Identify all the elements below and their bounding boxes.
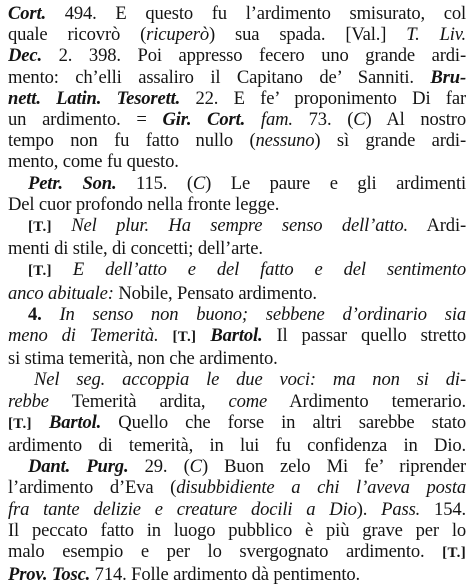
text-run: ) Le paure e gli ardimenti <box>205 172 466 194</box>
text-line <box>8 456 466 477</box>
text-line <box>8 194 466 215</box>
text-line <box>8 369 466 390</box>
italic-run: ricuperò <box>146 24 209 46</box>
entry-text <box>8 3 466 585</box>
text-run: ) Al nostro <box>365 109 466 131</box>
text-line <box>8 67 466 88</box>
text-run: Ardi- <box>408 215 466 237</box>
italic-run: disubbidiente a chi l’aveva posta <box>176 477 466 499</box>
text-run: menti di stile, di concetti; dell’arte. <box>8 238 263 260</box>
text-line <box>8 477 466 498</box>
italic-run: come <box>228 390 268 412</box>
text-line <box>8 499 466 520</box>
citation-run: Dec. <box>8 45 42 67</box>
citation-run: Gir. Cort. <box>162 109 246 131</box>
text-run: quale ricovrò ( <box>8 24 147 46</box>
text-run: ) Buon zelo Mi fe’ riprender <box>201 456 466 478</box>
text-line <box>8 130 466 151</box>
text-run: 2. 398. Poi appresso fecero uno grande ardi- <box>41 45 466 67</box>
italic-run: meno di Temerità. <box>8 325 159 347</box>
text-line <box>8 215 466 238</box>
text-line <box>8 435 466 456</box>
tommaseo-mark: [T.] <box>442 545 466 562</box>
bold-run: 4. <box>28 303 42 325</box>
text-run: 73. ( <box>292 109 354 131</box>
text-line <box>8 304 466 325</box>
text-line <box>8 391 466 412</box>
italic-run: C <box>189 456 202 478</box>
italic-run: C <box>192 172 206 194</box>
italic-run: E dell’atto e del fatto e del sentimento <box>51 259 466 281</box>
text-run: 494. E questo fu l’ardimento smisurato, col <box>46 3 466 24</box>
text-run: Ardimento temerario. <box>267 390 466 412</box>
italic-run: T. Liv. <box>406 24 466 46</box>
text-run <box>159 325 173 346</box>
citation-run: Bartol. <box>210 325 263 347</box>
citation-run: nett. Latin. Tesorett. <box>8 87 181 109</box>
text-run: mento: ch’elli assaliro il Capitano de’ Sanniti. <box>8 66 431 88</box>
italic-run: fra tante delizie e creature docili a Dio <box>8 498 357 520</box>
citation-run: Prov. Tosc. <box>8 564 91 585</box>
citation-run: Dant. Purg. <box>28 456 129 478</box>
text-run: 29. ( <box>128 456 190 478</box>
text-line <box>8 564 466 585</box>
italic-run: fam. <box>260 109 293 131</box>
text-run: Del cuor profondo nella fronte legge. <box>8 193 280 215</box>
text-run: l’ardimento d’Eva ( <box>8 477 177 499</box>
text-run: tempo non fu fatto nullo ( <box>8 130 256 152</box>
text-run: malo esempio e per lo svergognato ardimento. <box>8 541 443 563</box>
text-line <box>8 24 466 45</box>
text-run <box>196 325 210 346</box>
text-run: Il passar quello stretto <box>262 325 466 347</box>
tommaseo-mark: [T.] <box>28 219 52 236</box>
text-run: mento, come fu questo. <box>8 151 179 173</box>
text-line <box>8 541 466 564</box>
text-line <box>8 173 466 194</box>
text-run: 154. <box>420 498 466 520</box>
text-line <box>8 238 466 259</box>
text-run: Temerità ardita, <box>48 390 229 412</box>
text-line <box>8 520 466 541</box>
tommaseo-mark: [T.] <box>8 415 32 432</box>
text-run: ardimento di temerità, in lui fu confidenza in Dio. <box>8 435 466 457</box>
citation-run: Bru- <box>430 66 466 88</box>
text-line <box>8 3 466 24</box>
text-run <box>32 412 49 433</box>
text-run: 714. Folle ardimento dà pentimento. <box>90 564 361 585</box>
text-run: si stima temerità, non che ardimento. <box>8 348 278 370</box>
tommaseo-mark: [T.] <box>28 263 52 280</box>
text-line <box>8 283 466 304</box>
text-run <box>245 109 261 130</box>
text-run: un ardimento. = <box>8 109 163 131</box>
text-run: 22. E fe’ proponimento Di far <box>180 87 466 109</box>
italic-run: Nel plur. Ha sempre senso dell’atto. <box>51 215 409 237</box>
text-line <box>8 88 466 109</box>
text-line <box>8 412 466 435</box>
italic-run: rebbe <box>8 390 49 412</box>
text-run: 115. ( <box>116 172 193 194</box>
citation-run: Petr. Son. <box>28 172 117 194</box>
tommaseo-mark: [T.] <box>172 329 197 346</box>
text-run: Il peccato fatto in luogo pubblico è più grave per lo <box>8 519 466 541</box>
italic-run: anco abituale: <box>8 282 114 304</box>
text-run: ) sua spada. [Val.] <box>209 24 407 46</box>
text-line <box>8 259 466 282</box>
text-line <box>8 348 466 369</box>
text-run: Quello che forse in altri sarebbe stato <box>101 411 466 433</box>
italic-run: In senso non buono; sebbene d’ordinario sia <box>41 303 466 325</box>
italic-run: Nel seg. accoppia le due voci: ma non si di- <box>34 369 466 391</box>
text-line <box>8 109 466 130</box>
text-run: ) sì grande ardi- <box>314 130 466 152</box>
italic-run: nessuno <box>255 130 315 152</box>
citation-run: Cort. <box>8 3 46 24</box>
text-run: Nobile, Pensato ardimento. <box>113 282 317 304</box>
text-line <box>8 151 466 172</box>
text-line <box>8 325 466 348</box>
italic-run: Pass. <box>381 498 421 520</box>
text-run: ). <box>356 498 382 520</box>
citation-run: Bartol. <box>48 411 102 433</box>
text-line <box>8 45 466 66</box>
italic-run: C <box>353 109 366 131</box>
